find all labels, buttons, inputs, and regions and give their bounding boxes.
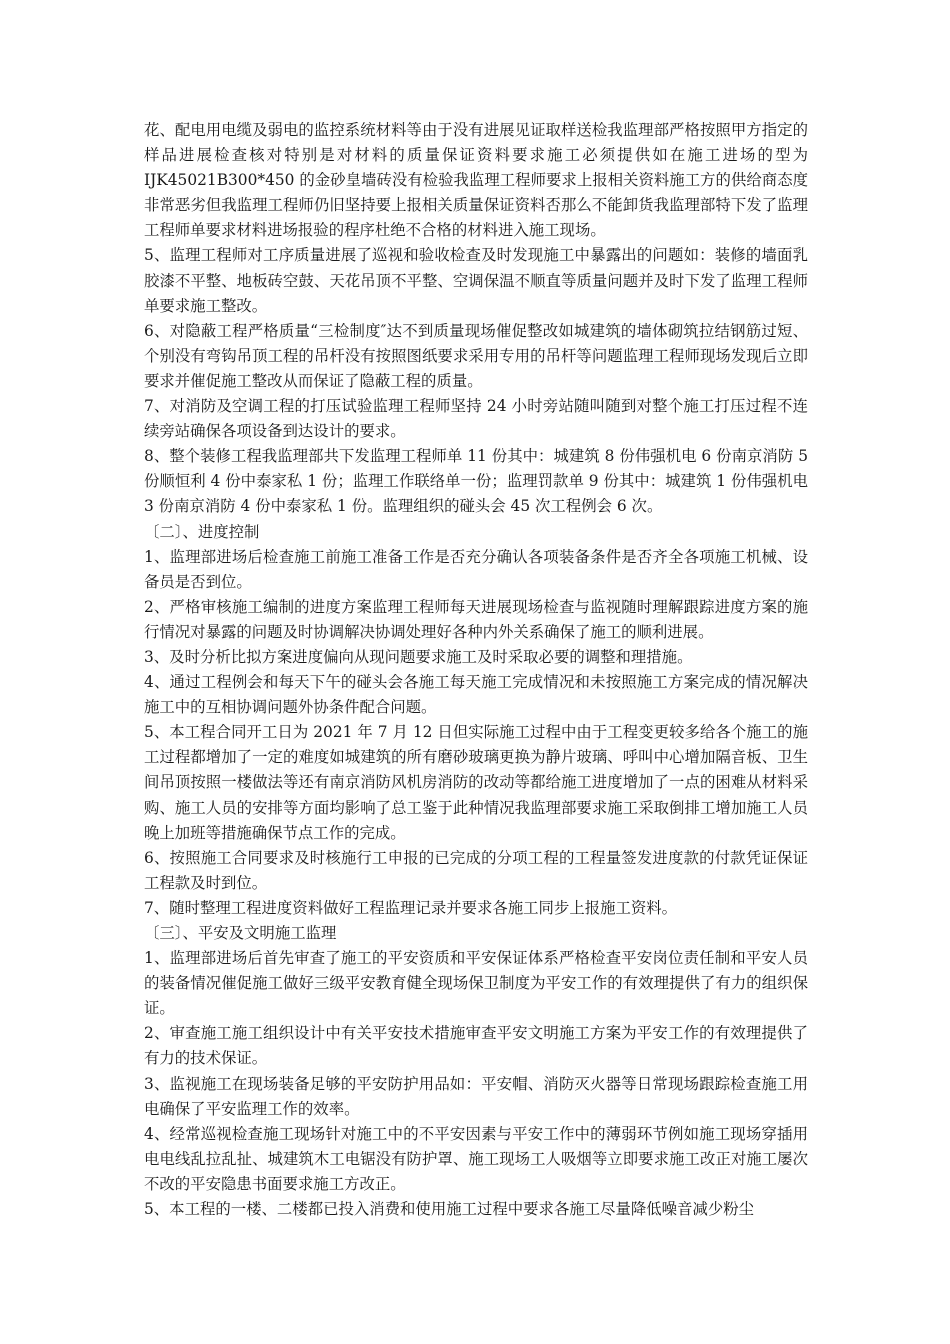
section-heading-schedule-control: 〔二〕、进度控制 xyxy=(144,522,260,541)
paragraph-safety-item-3: 3、监视施工在现场装备足够的平安防护用品如：平安帽、消防灭火器等日常现场跟踪检查施工用电确保了平安监理工作的效率。 xyxy=(144,1074,808,1118)
paragraph-schedule-item-7: 7、随时整理工程进度资料做好工程监理记录并要求各施工同步上报施工资料。 xyxy=(144,898,678,917)
paragraph-item-5-process-quality: 5、监理工程师对工序质量进展了巡视和验收检查及时发现施工中暴露出的问题如：装修的墙面乳胶漆不平整、地板砖空鼓、天花吊顶不平整、空调保温不顺直等质量问题并及时下发了监理工程师单要求施工整改。 xyxy=(144,246,808,315)
paragraph-schedule-item-1: 1、监理部进场后检查施工前施工准备工作是否充分确认各项装备条件是否齐全各项施工机械、设备员是否到位。 xyxy=(144,547,808,591)
paragraph-schedule-item-5: 5、本工程合同开工日为 2021 年 7 月 12 日但实际施工过程中由于工程变更较多给各个施工的施工过程都增加了一定的难度如城建筑的所有磨砂玻璃更换为静片玻璃、呼叫中心增加隔音板、卫生间吊顶按照一楼做法等还有南京消防风机房消防的改动等都给施工进度增加了一点的困难从材料采购、施工人员的安排等方面均影响了总工鉴于此种情况我监理部要求施工采取倒排工增加施工人员晚上加班等措施确保节点工作的完成。 xyxy=(144,723,808,842)
paragraph-schedule-item-4: 4、通过工程例会和每天下午的碰头会各施工每天施工完成情况和未按照施工方案完成的情况解决施工中的互相协调问题外协条件配合问题。 xyxy=(144,673,808,717)
paragraph-safety-item-1: 1、监理部进场后首先审查了施工的平安资质和平安保证体系严格检查平安岗位责任制和平安人员的装备情况催促施工做好三级平安教育健全现场保卫制度为平安工作的有效理提供了有力的组织保证。 xyxy=(144,949,808,1018)
paragraph-safety-item-2: 2、审查施工施工组织设计中有关平安技术措施审查平安文明施工方案为平安工作的有效理提供了有力的技术保证。 xyxy=(144,1024,808,1068)
document-page xyxy=(144,118,808,1222)
paragraph-schedule-item-3: 3、及时分析比拟方案进度偏向从现问题要求施工及时采取必要的调整和理措施。 xyxy=(144,647,693,666)
paragraph-schedule-item-2: 2、严格审核施工编制的进度方案监理工程师每天进展现场检查与监视随时理解跟踪进度方案的施行情况对暴露的问题及时协调解决协调处理好各种内外关系确保了施工的顺利进展。 xyxy=(144,597,808,641)
paragraph-item-7-pressure-test: 7、对消防及空调工程的打压试验监理工程师坚持 24 小时旁站随叫随到对整个施工打压过程不连续旁站确保各项设备到达设计的要求。 xyxy=(144,397,808,441)
paragraph-safety-item-4: 4、经常巡视检查施工现场针对施工中的不平安因素与平安工作中的薄弱环节例如施工现场穿插用电电线乱拉乱扯、城建筑木工电锯没有防护罩、施工现场工人吸烟等立即要求施工改正对施工屡次不改的平安隐患书面要求施工方改正。 xyxy=(144,1124,808,1193)
paragraph-item-6-concealed-works: 6、对隐蔽工程严格质量“三检制度″达不到质量现场催促整改如城建筑的墙体砌筑拉结钢筋过短、个别没有弯钩吊顶工程的吊杆没有按照图纸要求采用专用的吊杆等问题监理工程师现场发现后立即要求并催促施工整改从而保证了隐蔽工程的质量。 xyxy=(144,321,808,390)
paragraph-schedule-item-6: 6、按照施工合同要求及时核施行工申报的已完成的分项工程的工程量签发进度款的付款凭证保证工程款及时到位。 xyxy=(144,848,808,892)
section-heading-safety-supervision: 〔三〕、平安及文明施工监理 xyxy=(144,924,337,942)
paragraph-materials-inspection: 花、配电用电缆及弱电的监控系统材料等由于没有进展见证取样送检我监理部严格按照甲方指定的样品进展检查核对特别是对材料的质量保证资料要求施工必须提供如在施工进场的型为 IJK45021B300*450 的金砂皇墙砖没有检验我监理工程师要求上报相关资料施工方的供给商态度非常恶劣但我监理工程师仍旧坚持要上报相关质量保证资料否那么不能卸货我监理部特下发了监理工程师单要求材料进场报验的程序杜绝不合格的材料进入施工现场。 xyxy=(144,121,808,240)
paragraph-item-8-notices-summary: 8、整个装修工程我监理部共下发监理工程师单 11 份其中：城建筑 8 份伟强机电 6 份南京消防 5 份顺恒利 4 份中泰家私 1 份；监理工作联络单一份；监理罚款单 9 份其中：城建筑 1 份伟强机电 3 份南京消防 4 份中泰家私 1 份。监理组织的碰头会 45 次工程例会 6 次。 xyxy=(144,447,808,516)
paragraph-safety-item-5: 5、本工程的一楼、二楼都已投入消费和使用施工过程中要求各施工尽量降低噪音减少粉尘 xyxy=(144,1200,755,1219)
